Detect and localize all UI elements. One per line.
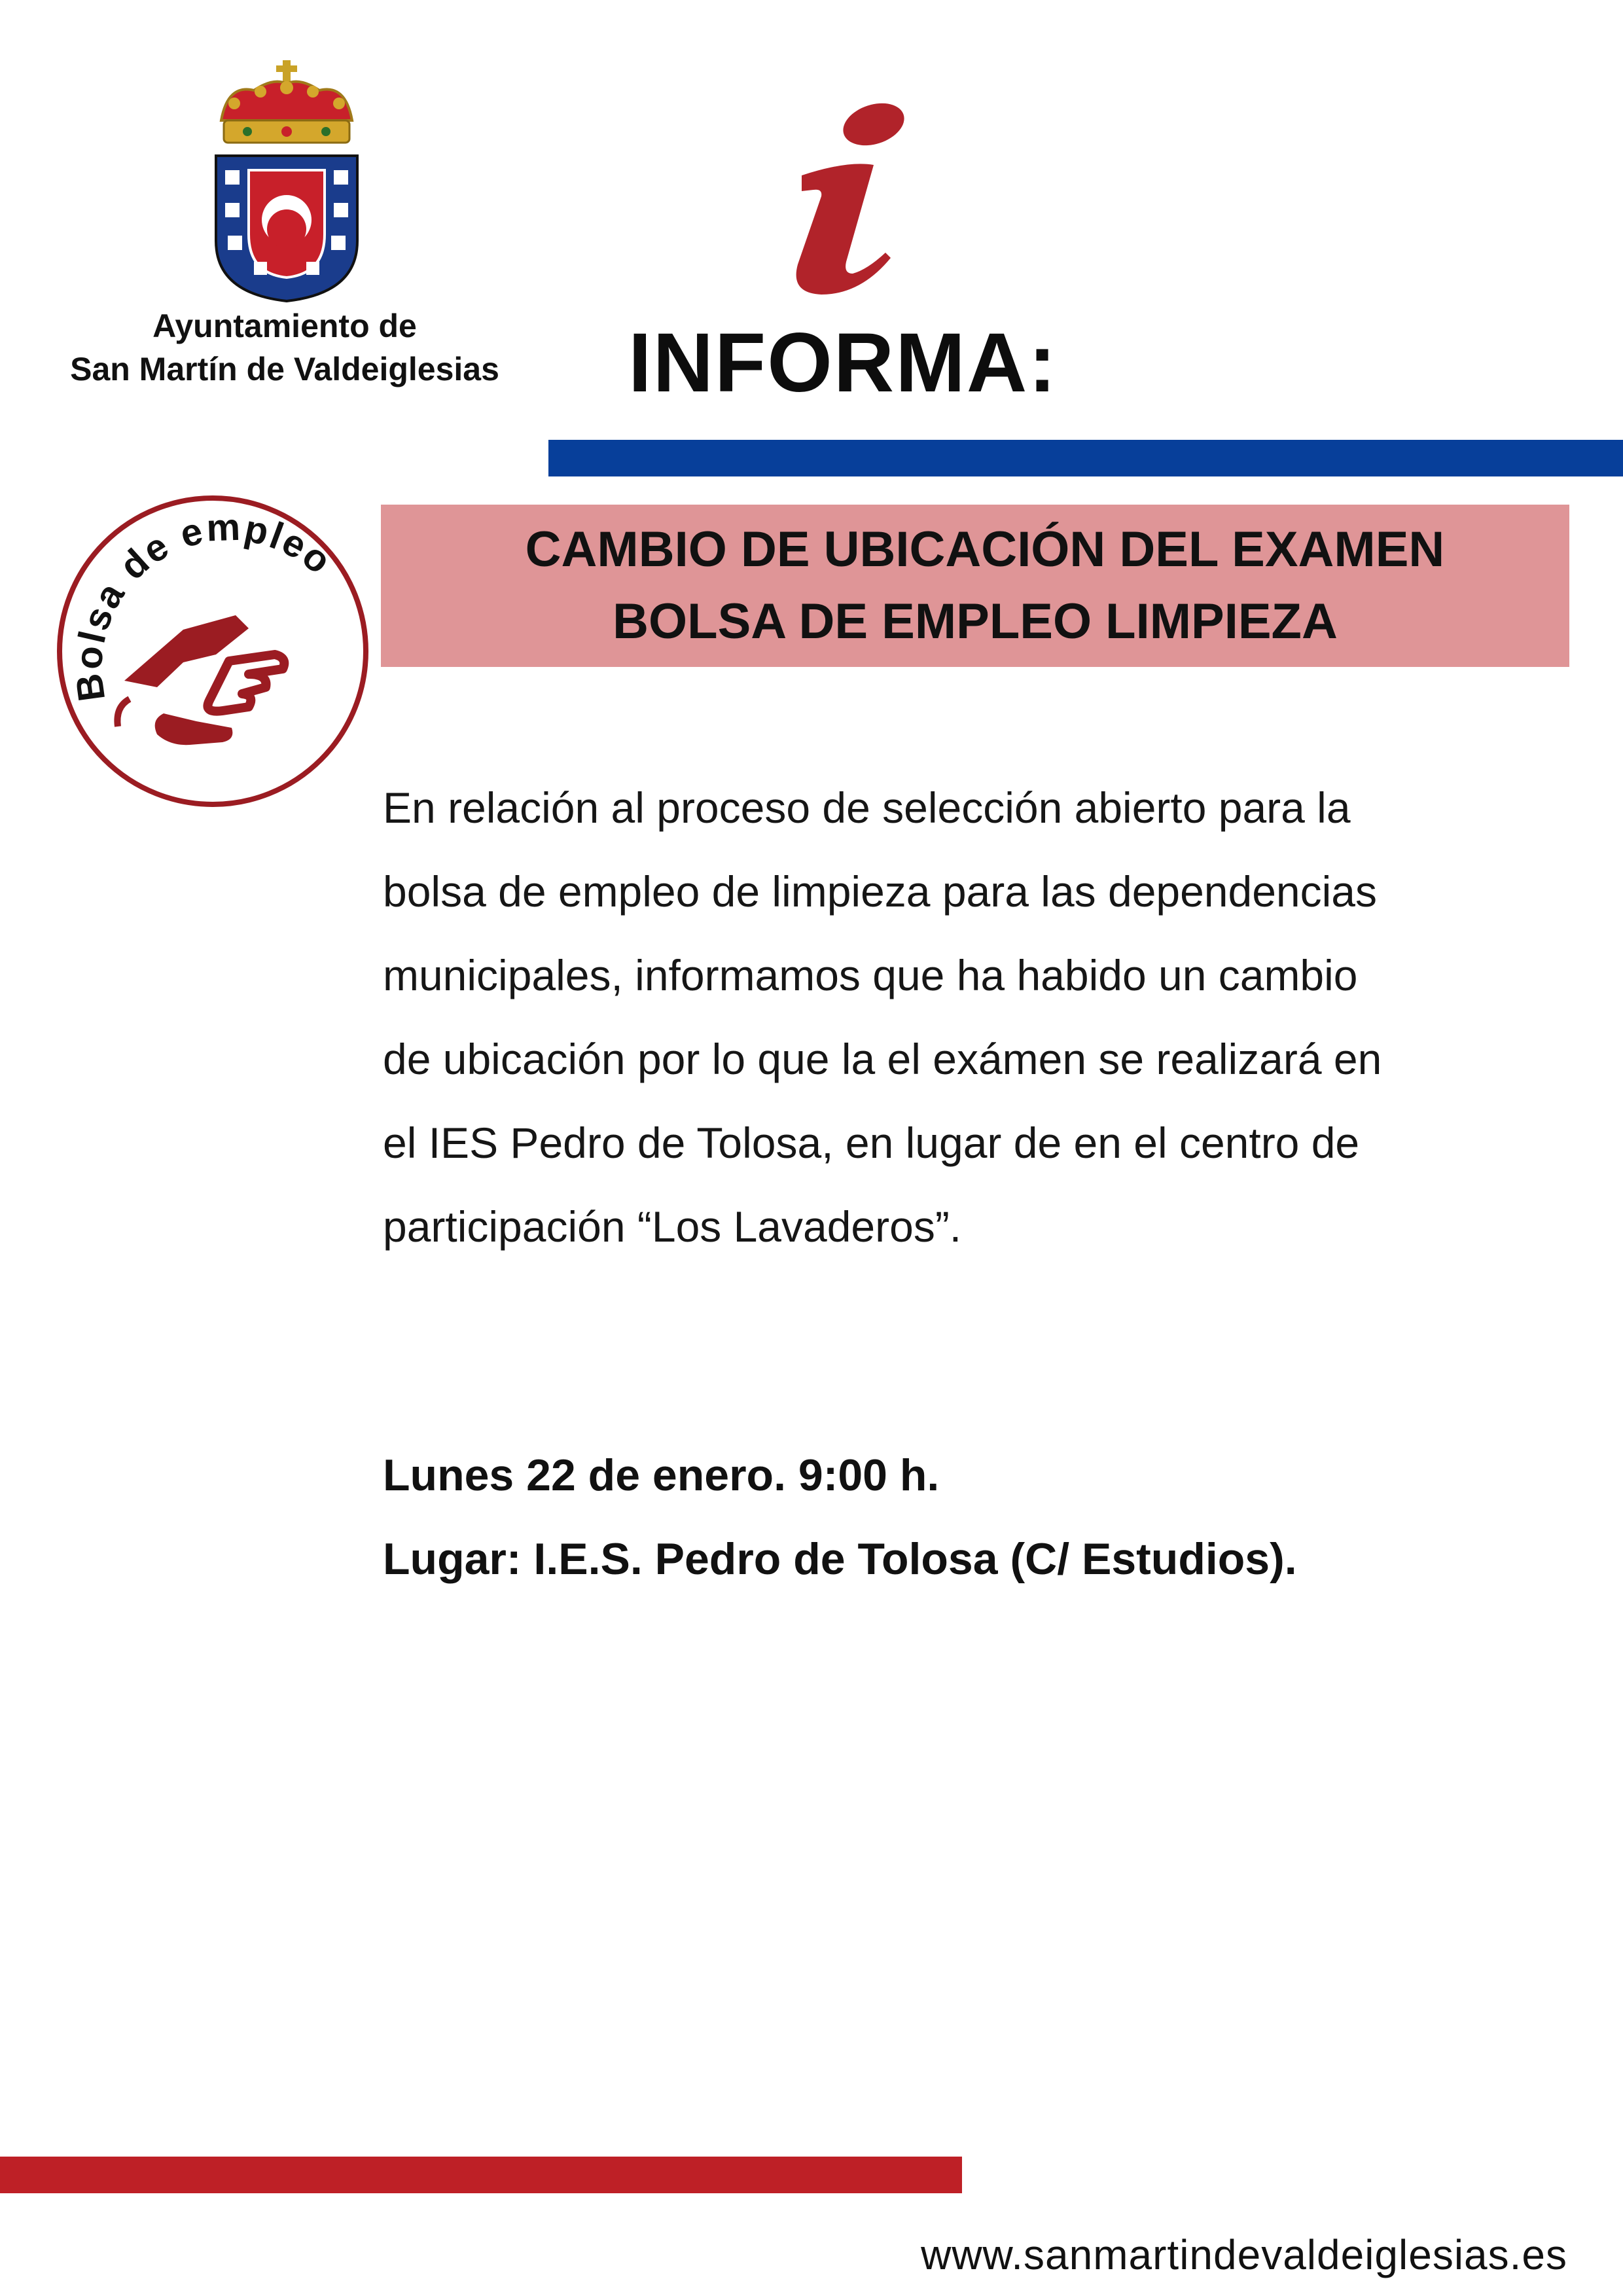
body-line: el IES Pedro de Tolosa, en lugar de en el centro de <box>383 1119 1360 1167</box>
body-line: En relación al proceso de selección abierto para la <box>383 783 1351 832</box>
exam-place: Lugar: I.E.S. Pedro de Tolosa (C/ Estudios). <box>383 1534 1297 1584</box>
title-line-2: BOLSA DE EMPLEO LIMPIEZA <box>613 594 1338 649</box>
website-link[interactable]: www.sanmartindevaldeiglesias.es <box>921 2231 1567 2278</box>
badge-label: Bolsa de empleo <box>67 505 341 704</box>
bolsa-de-empleo-badge <box>52 491 373 812</box>
blue-divider <box>548 440 1623 476</box>
exam-date-time: Lunes 22 de enero. 9:00 h. <box>383 1450 940 1500</box>
organization-name-line2: San Martín de Valdeiglesias <box>70 351 499 387</box>
informa-heading: INFORMA: <box>628 316 1058 410</box>
body-line: de ubicación por lo que la el exámen se realizará en <box>383 1035 1382 1083</box>
title-line-1: CAMBIO DE UBICACIÓN DEL EXAMEN <box>525 522 1445 577</box>
body-line: participación “Los Lavaderos”. <box>383 1202 962 1251</box>
body-line: bolsa de empleo de limpieza para las dependencias <box>383 867 1377 916</box>
exam-details <box>383 1433 1587 1601</box>
organization-name-line1: Ayuntamiento de <box>152 308 417 344</box>
title-banner <box>381 505 1569 667</box>
red-divider <box>0 2157 962 2193</box>
coat-of-arms-icon <box>208 58 365 306</box>
body-paragraph <box>383 766 1587 1268</box>
organization-name <box>39 304 530 391</box>
body-line: municipales, informamos que ha habido un cambio <box>383 951 1358 999</box>
info-icon <box>776 98 926 301</box>
